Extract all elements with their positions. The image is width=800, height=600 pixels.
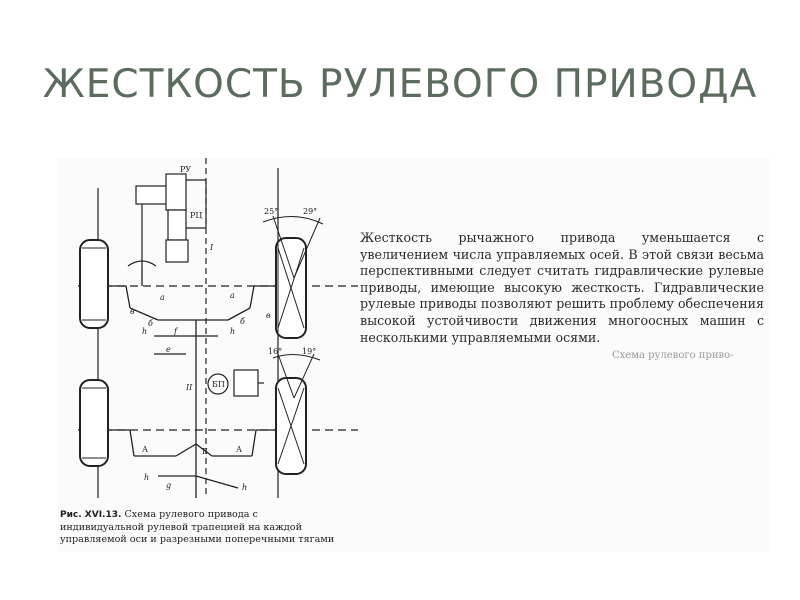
label-bp: БП: [212, 380, 225, 389]
front-angle-arc: [263, 216, 323, 224]
pump-motor: [234, 370, 258, 396]
front-right-tie: [228, 308, 250, 320]
label-f: f: [174, 327, 177, 336]
rear-right-arm: [252, 430, 276, 456]
figure-caption: [60, 509, 342, 547]
front-left-arm: [108, 286, 130, 308]
label-roman-1: I: [210, 243, 214, 252]
label-b-left: б: [148, 319, 153, 328]
scanned-page: [58, 158, 770, 552]
label-h-bottom-left: h: [144, 473, 150, 482]
label-ru: РУ: [180, 165, 192, 174]
trailing-fragment: Схема рулевого приво-: [612, 350, 734, 361]
figure-caption-text: Схема рулевого привода с индивидуальной рулевой трапецией на каждой управляемой оси и разрезными поперечными тягами: [60, 509, 335, 545]
label-h-right: h: [230, 327, 236, 336]
steering-diagram: [58, 158, 358, 508]
slide-title: ЖЕСТКОСТЬ РУЛЕВОГО ПРИВОДА: [42, 62, 758, 107]
label-A-right: А: [236, 445, 243, 454]
label-angle-19: 19°: [302, 347, 317, 356]
label-v-right: в: [266, 311, 271, 320]
label-rc: РЦ: [190, 211, 203, 220]
front-left-wheel: [80, 240, 108, 328]
rc-cylinder: [168, 210, 186, 240]
front-right-arm: [250, 286, 276, 308]
label-A-left: А: [142, 445, 149, 454]
label-B: Б: [202, 447, 208, 456]
label-g: g: [166, 481, 172, 490]
body-paragraph: Жесткость рычажного привода уменьшается с увеличением числа управляемых осей. В этой связи весьма перспективными следует считать гидравлические рулевые приводы, имеющие высокую жесткость. Гидравлические рулевые приводы позволяют решить проблему обеспечения высокой устойчивости движения многоосных машин с несколькими управляемыми осями.: [360, 230, 764, 345]
ru-unit: [166, 174, 186, 210]
label-a-left: а: [160, 293, 165, 302]
label-h-left: h: [142, 327, 148, 336]
cylinder-body: [166, 240, 188, 262]
rear-left-arm: [108, 430, 134, 456]
rear-left-wheel: [80, 380, 108, 466]
label-a-right: а: [230, 291, 235, 300]
label-e: e: [166, 345, 171, 354]
label-b-right: б: [240, 317, 245, 326]
label-h-bottom-right: h: [242, 483, 248, 492]
label-angle-16: 16°: [268, 347, 283, 356]
figure-number: Рис. XVI.13.: [60, 510, 122, 520]
label-roman-2: II: [186, 383, 193, 392]
label-angle-25: 25°: [264, 207, 279, 216]
label-angle-29: 29°: [303, 207, 318, 216]
label-v-left: в: [130, 307, 135, 316]
